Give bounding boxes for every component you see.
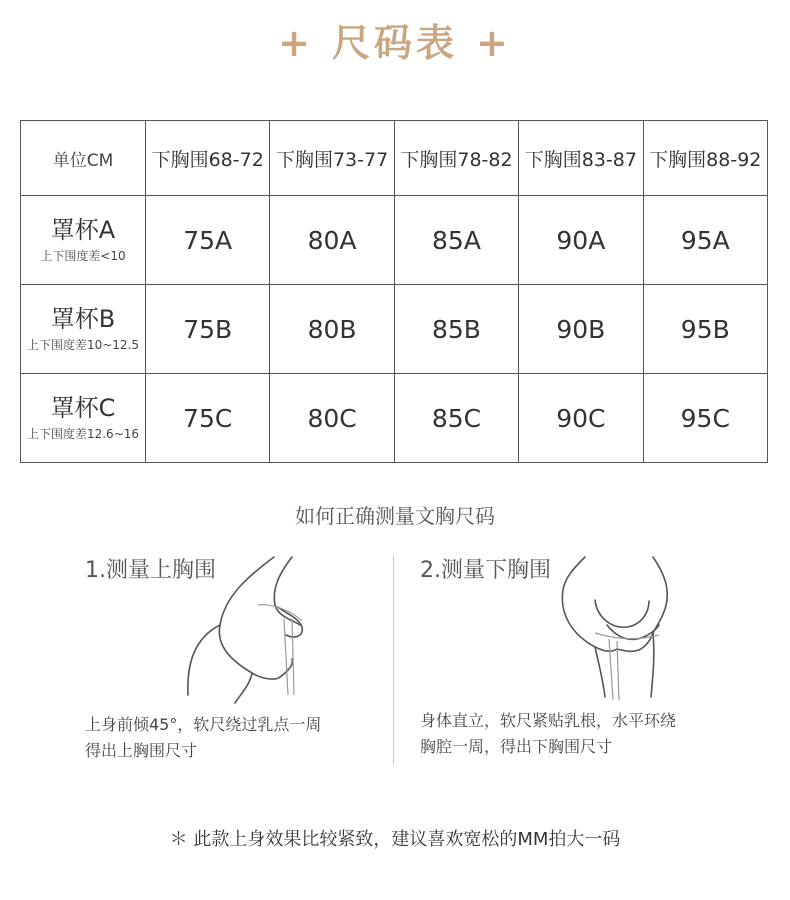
page-title bbox=[0, 12, 790, 67]
section-divider bbox=[393, 555, 394, 765]
size-cell: 80C bbox=[270, 374, 394, 463]
cup-diff: 上下围度差10~12.5 bbox=[26, 338, 140, 353]
step2-desc-line: 胸腔一周，得出下胸围尺寸 bbox=[420, 737, 613, 756]
size-cell: 85A bbox=[394, 196, 518, 285]
cup-label: 罩杯A bbox=[50, 216, 116, 245]
size-cell: 75C bbox=[146, 374, 270, 463]
plus-icon: + bbox=[476, 21, 512, 65]
table-row bbox=[21, 374, 768, 463]
table-row bbox=[21, 196, 768, 285]
size-cell: 95C bbox=[643, 374, 767, 463]
size-cell: 75B bbox=[146, 285, 270, 374]
size-cell: 75A bbox=[146, 196, 270, 285]
fit-note: ＊ 此款上身效果比较紧致，建议喜欢宽松的MM拍大一码 bbox=[169, 829, 621, 850]
cup-diff: 上下围度差12.6~16 bbox=[26, 427, 140, 442]
step1-label: 1.测量上胸围 bbox=[85, 558, 216, 583]
column-header: 下胸围68-72 bbox=[146, 121, 270, 196]
step2-desc-line: 身体直立，软尺紧贴乳根，水平环绕 bbox=[420, 711, 677, 730]
size-cell: 95B bbox=[643, 285, 767, 374]
step1-description bbox=[85, 712, 321, 764]
under-bust-figure-icon bbox=[555, 555, 685, 700]
cup-cell bbox=[21, 374, 146, 463]
size-cell: 85B bbox=[394, 285, 518, 374]
step1-desc-line: 上身前倾45°，软尺绕过乳点一周 bbox=[85, 715, 322, 734]
column-header: 下胸围88-92 bbox=[643, 121, 767, 196]
column-header: 下胸围83-87 bbox=[519, 121, 643, 196]
step2-description bbox=[420, 708, 676, 760]
cup-diff: 上下围度差<10 bbox=[40, 249, 126, 264]
cup-label: 罩杯C bbox=[50, 394, 116, 423]
cup-cell bbox=[21, 196, 146, 285]
title-text: 尺码表 bbox=[331, 21, 458, 65]
cup-label: 罩杯B bbox=[50, 305, 116, 334]
size-chart-table bbox=[20, 120, 768, 463]
cup-cell bbox=[21, 285, 146, 374]
upper-bust-figure-icon bbox=[180, 555, 320, 705]
size-cell: 90A bbox=[519, 196, 643, 285]
size-cell: 80A bbox=[270, 196, 394, 285]
column-header: 下胸围73-77 bbox=[270, 121, 394, 196]
table-row bbox=[21, 285, 768, 374]
size-cell: 90B bbox=[519, 285, 643, 374]
measure-section-title: 如何正确测量文胸尺码 bbox=[295, 504, 495, 528]
unit-cell: 单位CM bbox=[21, 121, 146, 196]
column-header: 下胸围78-82 bbox=[394, 121, 518, 196]
size-cell: 90C bbox=[519, 374, 643, 463]
size-cell: 80B bbox=[270, 285, 394, 374]
table-header-row bbox=[21, 121, 768, 196]
size-cell: 95A bbox=[643, 196, 767, 285]
plus-icon: + bbox=[278, 21, 314, 65]
size-cell: 85C bbox=[394, 374, 518, 463]
step1-desc-line: 得出上胸围尺寸 bbox=[85, 741, 198, 760]
step2-label: 2.测量下胸围 bbox=[420, 558, 551, 583]
